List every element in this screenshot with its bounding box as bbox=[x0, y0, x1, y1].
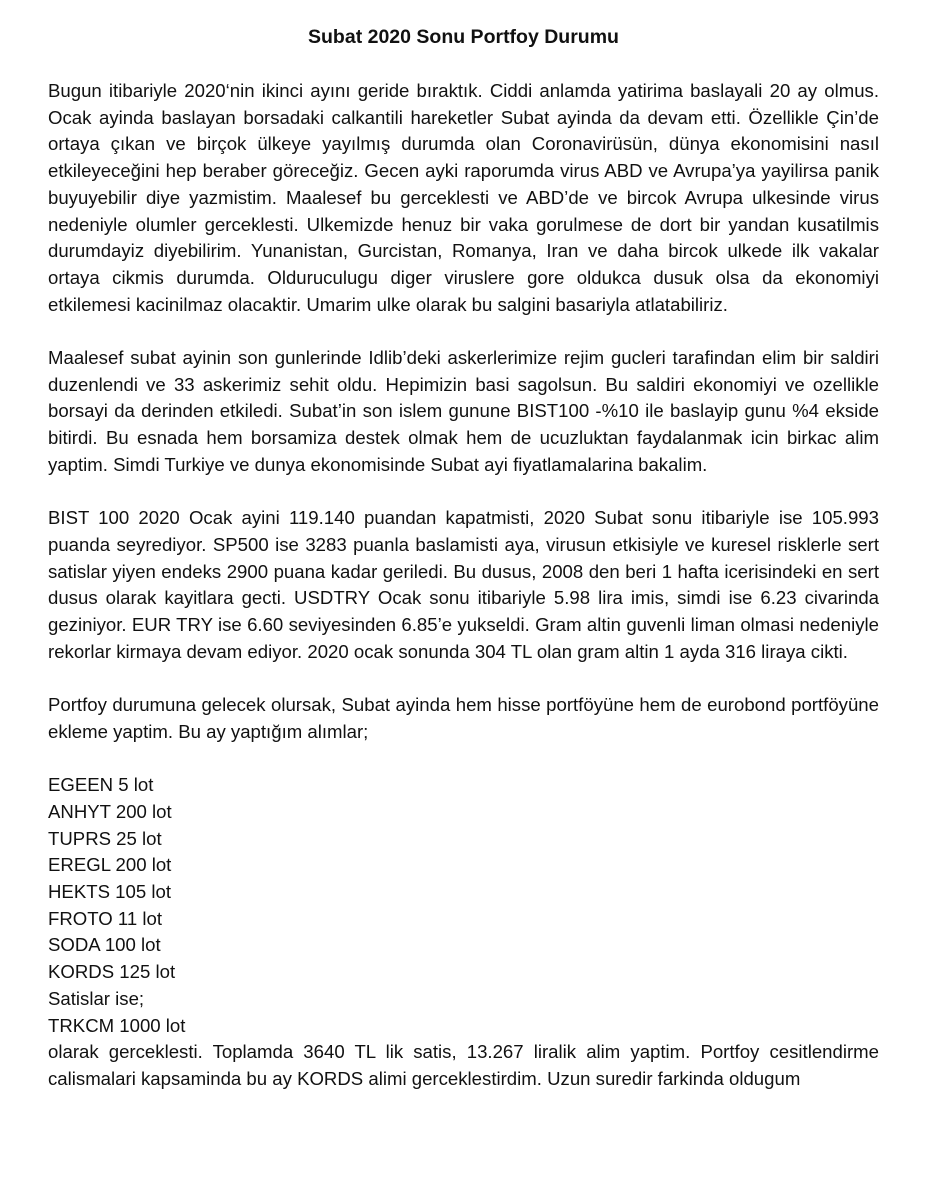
sales-heading: Satislar ise; bbox=[48, 987, 145, 1009]
document-title: Subat 2020 Sonu Portfoy Durumu bbox=[308, 26, 619, 48]
list-item: ANHYT 200 lot bbox=[48, 800, 172, 822]
paragraph-markets: BIST 100 2020 Ocak ayini 119.140 puandan kapatmisti, 2020 Subat sonu itibariyle ise 105.993 puanda seyrediyor. SP500 ise 3283 puanla baslamisti aya, virusun etkisiyle ve kuresel risklerle sert satislar yiyen endeks 2900 puana kadar geriledi. Bu dusus, 2008 den beri 1 hafta icerisindeki en sert dusus olarak kayitlara gecti. USDTRY Ocak sonu itibariyle 5.98 lira imis, simdi ise 6.23 civarinda geziniyor. EUR TRY ise 6.60 seviyesinden 6.85’e yukseldi. Gram altin guvenli liman olmasi nedeniyle rekorlar kirmaya devam ediyor. 2020 ocak sonunda 304 TL olan gram altin 1 ayda 316 liraya cikti. bbox=[48, 507, 879, 662]
paragraph-intro: Bugun itibariyle 2020‘nin ikinci ayını geride bıraktık. Ciddi anlamda yatirima baslayali 20 ay olmus. Ocak ayinda baslayan borsadaki calkantili hareketler Subat ayinda da devam etti. Özellikle Çin’de ortaya çıkan ve birçok ülkeye yayılmış durumda olan Coronavirüsün, dünya ekonomisini nasıl etkileyeceğini hep beraber göreceğiz. Gecen ayki raporumda virus ABD ve Avrupa’ya yayilirsa panik buyuyebilir diye yazmistim. Maalesef bu gerceklesti ve ABD’de ve bircok Avrupa ulkesinde virus nedeniyle olumler gerceklesti. Ulkemizde henuz bir vaka gorulmese de dort bir yandan kusatilmis durumdayiz diyebilirim. Yunanistan, Gurcistan, Romanya, Iran ve daha bircok ulkede ilk vakalar ortaya cikmis durumda. Olduruculugu diger viruslere gore oldukca dusuk olsa da ekonomiyi etkilemesi kacinilmaz olacaktir. Umarim ulke olarak bu salgini basariyla atlatabiliriz. bbox=[48, 80, 879, 315]
list-item: TUPRS 25 lot bbox=[48, 827, 162, 849]
paragraph-closing: olarak gerceklesti. Toplamda 3640 TL lik satis, 13.267 liralik alim yaptim. Portfoy cesitlendirme calismalari kapsaminda bu ay KORDS alimi gerceklestirdim. Uzun suredir farkinda oldugum bbox=[48, 1041, 879, 1089]
list-item: FROTO 11 lot bbox=[48, 907, 163, 929]
paragraph-portfolio: Portfoy durumuna gelecek olursak, Subat ayinda hem hisse portföyüne hem de eurobond portföyüne ekleme yaptim. Bu ay yaptığım alımlar; bbox=[48, 694, 879, 742]
list-item: EREGL 200 lot bbox=[48, 854, 172, 876]
list-item: TRKCM 1000 lot bbox=[48, 1014, 186, 1036]
list-item: KORDS 125 lot bbox=[48, 961, 176, 983]
purchases-list bbox=[48, 772, 879, 1039]
paragraph-idlib: Maalesef subat ayinin son gunlerinde Idlib’deki askerlerimize rejim gucleri tarafindan elim bir saldiri duzenlendi ve 33 askerimiz sehit oldu. Hepimizin basi sagolsun. Bu saldiri ekonomiyi ve ozellikle borsayi da derinden etkiledi. Subat’in son islem gunune BIST100 -%10 ile baslayip gunu %4 ekside bitirdi. Bu esnada hem borsamiza destek olmak hem de ucuzluktan faydalanmak icin birkac alim yaptim. Simdi Turkiye ve dunya ekonomisinde Subat ayi fiyatlamalarina bakalim. bbox=[48, 347, 879, 475]
list-item: EGEEN 5 lot bbox=[48, 774, 154, 796]
list-item: HEKTS 105 lot bbox=[48, 881, 171, 903]
list-item: SODA 100 lot bbox=[48, 934, 161, 956]
document-page bbox=[48, 24, 879, 1093]
